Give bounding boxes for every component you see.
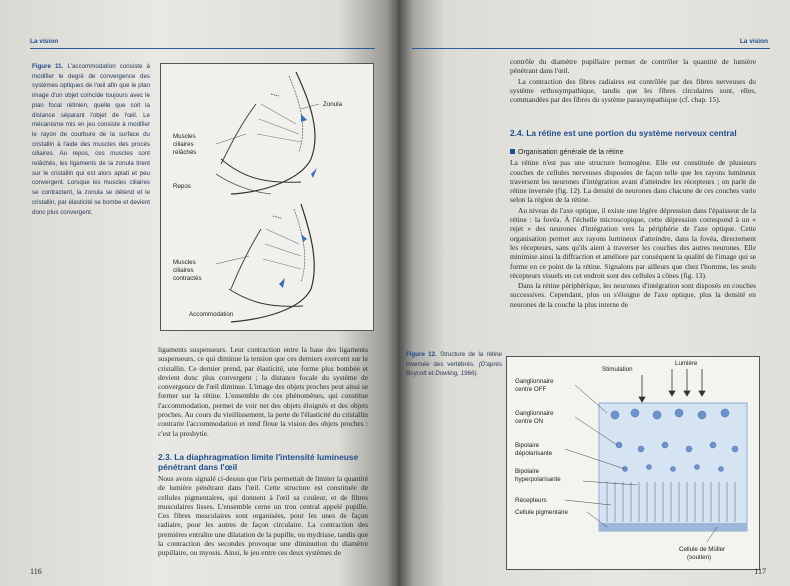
section-2-4-title: 2.4. La rétine est une portion du système nerveux central (510, 128, 737, 138)
muscles-contractes-label-3: contractés (173, 275, 202, 282)
running-head-left: La vision (30, 38, 59, 45)
left-paragraph-1 (158, 345, 368, 439)
muscles-relaches-label-2: ciliaires (173, 141, 194, 148)
stimulation-label: Stimulation (602, 366, 633, 373)
retina-label-8: hyperpolarisante (515, 476, 561, 483)
retina-label-6: dépolarisante (515, 450, 553, 457)
zonula-label: Zonula (323, 101, 342, 108)
retina-label-4: centre ON (515, 418, 544, 425)
lumiere-label: Lumière (675, 360, 698, 367)
header-rule-left (30, 48, 375, 49)
figure-12-text: Structure de la rétine inversée des vertébrés. (406, 351, 502, 368)
figure-12-source: (D'après Boycott et Dowling, 1966). (406, 360, 502, 378)
retina-label-7: Bipolaire (515, 468, 540, 475)
left-paragraph-2-text: Nous avons signalé ci-dessus que l'iris permettait de limiter la quantité de lumière pénétrant dans l'œil. Cette structure est constituée de cellules pigmentaires, qui donnent à l'œil sa couleur, et de fibres musculaires lisses. L'ensemble cerne un trou central appelé pupille. Ces fibres musculaires sont organisées, pour les unes de façon radiaire, pour les autres de façon circulaire. La contraction des premières entraîne une dilatation de la pupille, ou mydriase, tandis que la contraction des secondes provoque une diminution du diamètre pupillaire, ou myosis. Ainsi, le jeu entre ces deux systèmes de (158, 474, 368, 558)
running-head-right: La vision (739, 38, 768, 45)
muscles-relaches-label-1: Muscles (173, 133, 196, 140)
figure-11-caption (32, 62, 150, 217)
right-paragraph-5: Dans la rétine périphérique, les neurones d'intégration sont disposés en couches successives. Cependant, plus on s'éloigne de l'axe optique, plus la densité en neurones de la couche la plus interne de (510, 281, 756, 309)
muscles-contractes-label-2: ciliaires (173, 267, 194, 274)
left-paragraph-1-text: ligaments suspenseurs. Leur contraction entre la base des ligaments suspenseurs, ce qui diminue la tension que ces derniers exercent sur le cristallin. Ce dernier prend, par élasticité, une forme plus bombée et devient donc plus convergent ; la distance focale du système de convergence de l'œil diminue. L'image des objets proches peut ainsi se former sur la rétine. L'ensemble de ces phénomènes, qui constitue l'accommodation, permet de voir net des objets éloignés et des objets proches. Au cours du vieillissement, la perte de l'élasticité du cristallin contrarie l'accommodation et rend floue la vision des objets proches : c'est la presbytie. (158, 345, 368, 438)
right-paragraph-3: La rétine n'est pas une structure homogène. Elle est constituée de plusieurs couches de cellules nerveuses disposées de façon telle que les rayons lumineux traversent les neurones d'intégration avant d'atteindre les récepteurs ; on parle de rétine inversée (fig. 12). La densité de neurones dans chacune de ces couches varie selon la région de la rétine. (510, 158, 756, 205)
subhead-organisation (510, 148, 756, 157)
figure-11-text: L'accommodation consiste à modifier le degré de convergence des systèmes optiques de l'œil afin que le plan image d'un objet coïncide toujours avec le plan focal rétinien, quelle que soit la distance séparant l'objet de l'œil. Le mécanisme mis en jeu consiste à modifier le rayon de courbure de la surface du cristallin à l'aide des muscles des procès ciliaires. Au repos, ces muscles sont relâchés, les ligaments de la zonula tirent sur le cristallin qui est alors aplati et peu convergent. Lorsque les muscles ciliaires se contractent, la zonula se détend et le cristallin, par élasticité se bombe et devient donc plus convergent. (32, 63, 150, 216)
page-number-left: 116 (30, 567, 42, 576)
figure-12-retina (506, 356, 760, 570)
right-paragraph-4: Au niveau de l'axe optique, il existe une légère dépression dans l'épaisseur de la rétine : la fovéa. À l'échelle microscopique, cette dépression correspond à un « rejet » des neurones d'intégration vers la périphérie de l'axe optique. Cette organisation permet aux rayons lumineux d'atteindre, dans la fovéa, directement les récepteurs, sans qu'ils aient à traverser les couches des autres neurones. Elle minimise ainsi la diffraction et améliore par conséquent la qualité de l'image qui se forme en ce point de la rétine. Signalons par ailleurs que chez l'homme, les seuls récepteurs visuels en cet endroit sont des cellules à cônes (fig. 13). (510, 205, 756, 280)
retina-label-10: Cellule pigmentaire (515, 509, 568, 516)
bullet-square-icon (510, 149, 515, 154)
figure-11-drawing (161, 64, 373, 330)
retina-label-5: Bipolaire (515, 442, 540, 449)
figure-11-label: Figure 11. (32, 63, 64, 70)
muscles-relaches-label-3: relâchés (173, 149, 197, 156)
right-main-text (510, 146, 756, 344)
left-paragraph-2 (158, 474, 368, 566)
header-rule-right (412, 48, 770, 49)
retina-label-3: Ganglionnaire (515, 410, 554, 417)
accommodation-label: Accommodation (189, 311, 234, 318)
right-top-paragraphs (510, 57, 756, 105)
repos-label: Repos (173, 183, 191, 190)
section-2-3-title: 2.3. La diaphragmation limite l'intensité lumineuse pénétrant dans l'œil (158, 452, 359, 472)
muscles-contractes-label-1: Muscles (173, 259, 196, 266)
subhead-text: Organisation générale de la rétine (518, 149, 624, 156)
figure-11-accommodation (160, 63, 374, 331)
retina-label-2: centre OFF (515, 386, 547, 393)
muller-label-2: (soutien) (687, 554, 712, 561)
right-page (398, 0, 790, 586)
right-paragraph-top-2: La contraction des fibres radiaires est contrôlée par des fibres nerveuses du système orthosympathique, tandis que les fibres circulaires sont, elles, commandées par des fibres du système parasympathique (cf. chap. 15). (510, 76, 756, 105)
muller-label-1: Cellule de Müller (679, 546, 726, 553)
right-paragraph-top-1: contrôle du diamètre pupillaire permet de contrôler la quantité de lumière pénétrant dans l'œil. (510, 57, 756, 76)
figure-12-label: Figure 12. (406, 351, 437, 358)
figure-12-caption (406, 350, 502, 379)
retina-label-9: Récepteurs (515, 497, 547, 504)
retina-label-1: Ganglionnaire (515, 378, 554, 385)
figure-12-drawing (507, 357, 759, 569)
page-number-right: 117 (754, 567, 766, 576)
